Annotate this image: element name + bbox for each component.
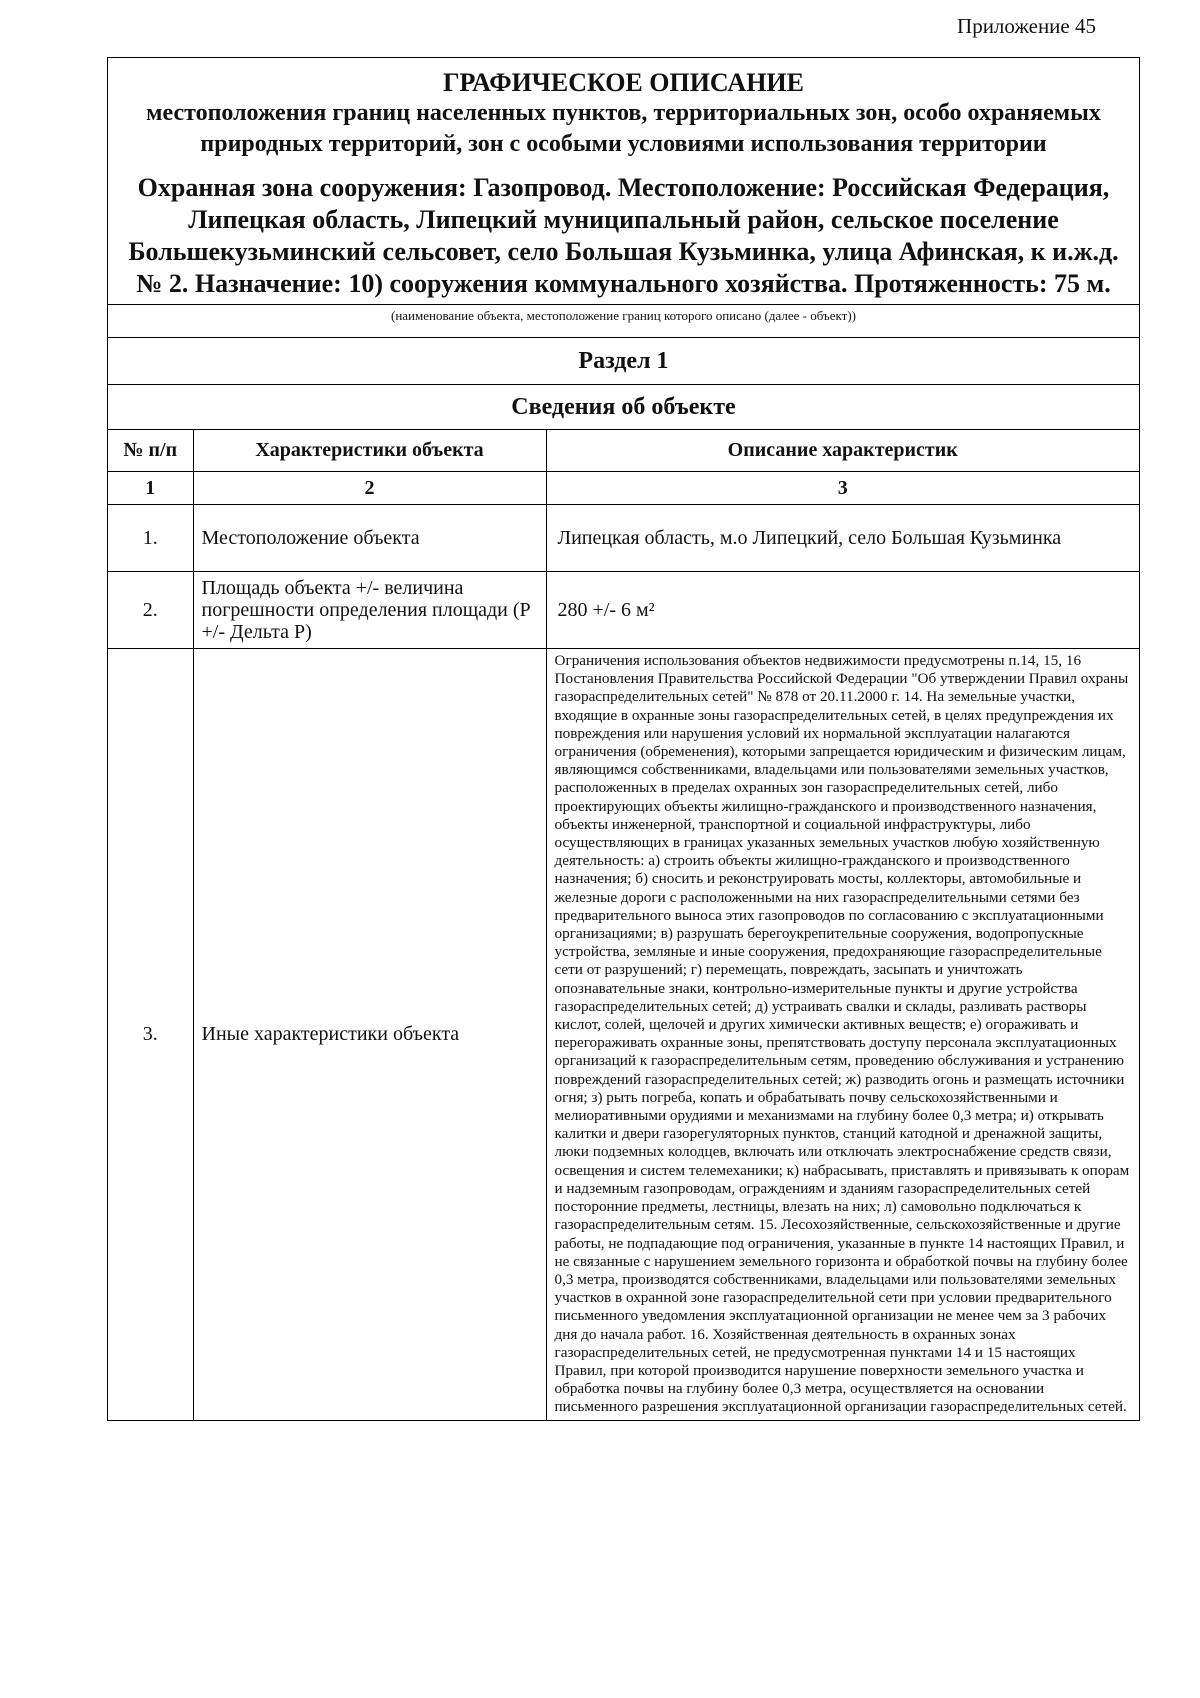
row-description: Липецкая область, м.о Липецкий, село Большая Кузьминка (546, 505, 1139, 572)
table-row (108, 649, 1139, 1420)
row-characteristic: Местоположение объекта (193, 505, 546, 572)
column-number-1: 1 (108, 472, 193, 505)
object-name: Охранная зона сооружения: Газопровод. Местоположение: Российская Федерация, Липецкая область, Липецкий муниципальный район, сельское поселение Большекузьминский сельсовет, село Большая Кузьминка, улица Афинская, к и.ж.д. № 2. Назначение: 10) сооружения коммунального хозяйства. Протяженность: 75 м. (128, 173, 1119, 298)
row-description: 280 +/- 6 м² (546, 572, 1139, 649)
row-number: 1. (108, 505, 193, 572)
object-caption: (наименование объекта, местоположение границ которого описано (далее - объект)) (108, 304, 1139, 333)
column-number-2: 2 (193, 472, 546, 505)
table-header-row (108, 430, 1139, 472)
column-number-row (108, 472, 1139, 505)
document-title: ГРАФИЧЕСКОЕ ОПИСАНИЕ (443, 68, 804, 97)
appendix-label: Приложение 45 (957, 14, 1096, 38)
document-header (108, 58, 1139, 304)
row-characteristic: Иные характеристики объекта (193, 649, 546, 1420)
row-number: 2. (108, 572, 193, 649)
document-frame (107, 57, 1140, 1421)
document-subtitle: местоположения границ населенных пунктов, территориальных зон, особо охраняемых природных территорий, зон с особыми условиями использования территории (146, 100, 1101, 157)
column-number-3: 3 (546, 472, 1139, 505)
row-description-long: Ограничения использования объектов недвижимости предусмотрены п.14, 15, 16 Постановления Правительства Российской Федерации "Об утверждении Правил охраны газораспределительных сетей" № 878 от 20.11.2000 г. 14. На земельные участки, входящие в охранные зоны газораспределительных сетей, в целях предупреждения их повреждения или нарушения условий их нормальной эксплуатации налагаются ограничения (обременения), которыми запрещается юридическим и физическим лицам, являющимся собственниками, владельцами или пользователями земельных участков, расположенных в пределах охранных зон газораспределительных сетей, либо проектирующих объекты жилищно-гражданского и производственного назначения, объекты инженерной, транспортной и социальной инфраструктуры, либо осуществляющих в границах указанных земельных участков любую хозяйственную деятельность: а) строить объекты жилищно-гражданского и производственного назначения; б) сносить и реконструировать мосты, коллекторы, автомобильные и железные дороги с расположенными на них газораспределительными сетями без предварительного выноса этих газопроводов по согласованию с эксплуатационными организациями; в) разрушать берегоукрепительные сооружения, водопропускные устройства, земляные и иные сооружения, предохраняющие газораспределительные сети от разрушений; г) перемещать, повреждать, засыпать и уничтожать опознавательные знаки, контрольно-измерительные пункты и другие устройства газораспределительных сетей; д) устраивать свалки и склады, разливать растворы кислот, солей, щелочей и других химически активных веществ; е) огораживать и перегораживать охранные зоны, препятствовать доступу персонала эксплуатационных организаций к газораспределительным сетям, проведению обслуживания и устранению повреждений газораспределительных сетей; ж) разводить огонь и размещать источники огня; з) рыть погреба, копать и обрабатывать почву сельскохозяйственными и мелиоративными орудиями и механизмами на глубину более 0,3 метра; и) открывать калитки и двери газорегуляторных пунктов, станций катодной и дренажной защиты, люки подземных колодцев, включать или отключать электроснабжение средств связи, освещения и систем телемеханики; к) набрасывать, приставлять и привязывать к опорам и надземным газопроводам, ограждениям и зданиям газораспределительных сетей посторонние предметы, лестницы, влезать на них; л) самовольно подключаться к газораспределительным сетям. 15. Лесохозяйственные, сельскохозяйственные и другие работы, не подпадающие под ограничения, указанные в пункте 14 настоящих Правил, и не связанные с нарушением земельного горизонта и обработкой почвы на глубину более 0,3 метра, производятся собственниками, владельцами или пользователями земельных участков в охранной зоне газораспределительной сети при условии предварительного письменного уведомления эксплуатационной организации не менее чем за 3 рабочих дня до начала работ. 16. Хозяйственная деятельность в охранных зонах газораспределительных сетей, не предусмотренная пунктами 14 и 15 настоящих Правил, при которой производится нарушение поверхности земельного участка и обработка почвы на глубину более 0,3 метра, осуществляется на основании письменного разрешения эксплуатационной организации газораспределительных сетей. (546, 649, 1139, 1420)
table-row (108, 572, 1139, 649)
table-row (108, 505, 1139, 572)
row-characteristic: Площадь объекта +/- величина погрешности определения площади (Р +/- Дельта Р) (193, 572, 546, 649)
row-number: 3. (108, 649, 193, 1420)
section-subtitle: Сведения об объекте (108, 384, 1139, 429)
section-title: Раздел 1 (108, 337, 1139, 384)
header-cell-number: № п/п (108, 430, 193, 472)
object-info-table (108, 429, 1139, 1420)
header-cell-description: Описание характеристик (546, 430, 1139, 472)
header-cell-characteristic: Характеристики объекта (193, 430, 546, 472)
